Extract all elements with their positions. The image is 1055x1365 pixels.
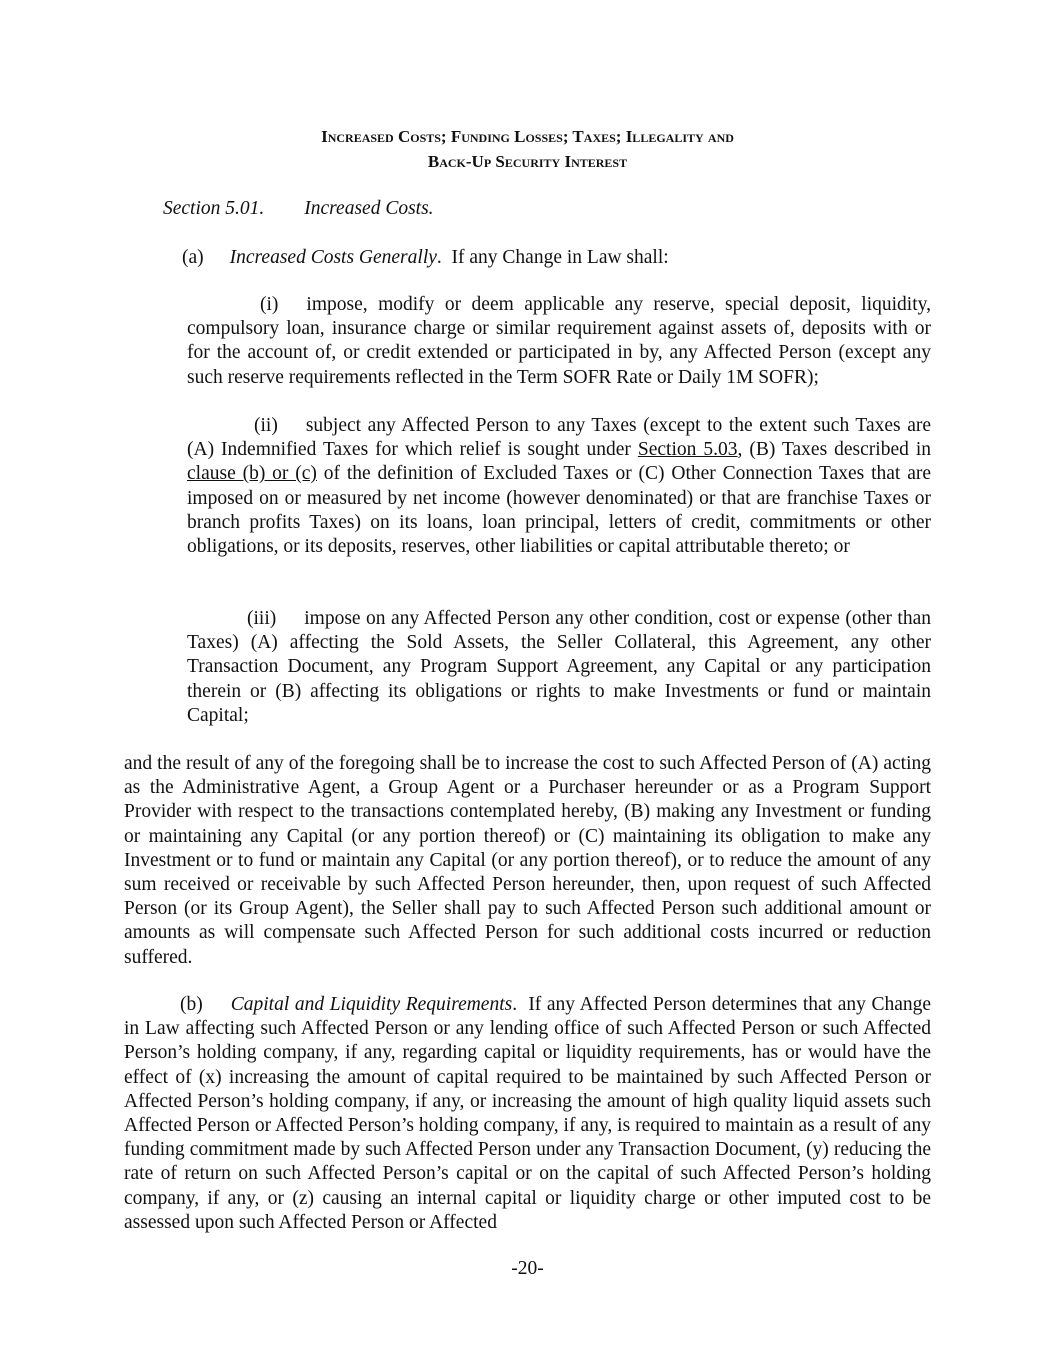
page-number: -20- <box>511 1258 544 1279</box>
article-heading-line-2: Back-Up Security Interest <box>427 152 628 171</box>
subsection-b-label: (b) <box>180 994 203 1015</box>
clause-i-text: impose, modify or deem applicable any reserve, special deposit, liquidity, compulsory loan, insurance charge or similar requirement against assets of, deposits with or for the account of, or credit extended or participated in by, any Affected Person (except any such reserve requirements reflected in the Term SOFR Rate or Daily 1M SOFR); <box>187 294 931 388</box>
clause-iii-label: (iii) <box>247 608 277 629</box>
subsection-b-text: If any Affected Person determines that any Change in Law affecting such Affected Person or any lending office of such Affected Person or such Affected Person’s holding company, if any, regarding capital or liquidity requirements, has or would have the effect of (x) increasing the amount of capital required to be maintained by such Affected Person or Affected Person’s holding company, if any, or increasing the amount of high quality liquid assets such Affected Person or Affected Person’s holding company, if any, is required to maintain as a result of any funding commitment made by such Affected Person under any Transaction Document, (y) reducing the rate of return on such Affected Person’s capital or on the capital of such Affected Person’s holding company, if any, or (z) causing an internal capital or liquidity charge or other imputed cost to be assessed upon such Affected Person or Affected <box>124 994 932 1233</box>
section-5-03-reference: Section 5.03 <box>637 439 738 461</box>
subsection-b-title: Capital and Liquidity Requirements <box>230 994 513 1015</box>
clause-iii-text: impose on any Affected Person any other condition, cost or expense (other than Taxes) (A) affecting the Sold Assets, the Seller Collateral, this Agreement, any other Transaction Document, any Program Support Agreement, any Capital or any participation therein or (B) affecting its obligations or rights to make Investments or fund or maintain Capital; <box>187 608 931 726</box>
clause-i-label: (i) <box>260 294 279 315</box>
clause-ii-text-1: subject any Affected Person to any Taxes (except to the extent such Taxes are (A) Indemnified Taxes for which relief is sought under <box>187 415 931 461</box>
subsection-a-title: Increased Costs Generally <box>229 247 437 268</box>
subsection-a-heading: (a) Increased Costs Generally. If any Change in Law shall: <box>182 247 669 268</box>
clause-ii-text-2: , (B) Taxes described in <box>737 439 931 461</box>
subsection-b: (b) Capital and Liquidity Requirements. If any Affected Person determines that any Change in Law affecting such Affected Person or any lending office of such Affected Person or such Affected Person’s holding company, if any, regarding capital or liquidity requirements, has or would have the effect of (x) increasing the amount of capital required to be maintained by such Affected Person or Affected Person’s holding company, if any, or increasing the amount of high quality liquid assets such Affected Person or Affected Person’s holding company, if any, is required to maintain as a result of any funding commitment made by such Affected Person under any Transaction Document, (y) reducing the rate of return on such Affected Person’s capital or on the capital of such Affected Person’s holding company, if any, or (z) causing an internal capital or liquidity charge or other imputed cost to be assessed upon such Affected Person or Affected <box>124 994 932 1233</box>
clause-iii <box>187 607 931 728</box>
result-paragraph: and the result of any of the foregoing shall be to increase the cost to such Affected Person of (A) acting as the Administrative Agent, a Group Agent or a Purchaser hereunder or as a Program Support Provider with respect to the transactions contemplated hereby, (B) making any Investment or funding or maintaining any Capital (or any portion thereof) or (C) maintaining its obligation to make any Investment or to fund or maintain any Capital (or any portion thereof), or to reduce the amount of any sum received or receivable by such Affected Person hereunder, then, upon request of such Affected Person (or its Group Agent), the Seller shall pay to such Affected Person such additional amount or amounts as will compensate such Affected Person for such additional costs incurred or reduction suffered. <box>124 753 931 968</box>
section-title: Increased Costs <box>304 198 429 219</box>
article-heading <box>0 124 1055 174</box>
section-heading: Section 5.01. Increased Costs. <box>163 198 434 219</box>
clause-i <box>187 293 931 390</box>
article-heading-line-1: Increased Costs; Funding Losses; Taxes; Illegality and <box>321 127 734 146</box>
clause-ii-label: (ii) <box>254 415 278 436</box>
section-number: Section 5.01. <box>163 198 265 219</box>
subsection-a-intro: If any Change in Law shall: <box>451 247 669 268</box>
subsection-a-label: (a) <box>182 247 204 268</box>
clause-b-or-c-reference: clause (b) or (c) <box>187 463 317 485</box>
clause-ii <box>187 414 931 559</box>
clause-ii-text-3: of the definition of Excluded Taxes or (C) Other Connection Taxes that are imposed on or measured by net income (however denominated) or that are franchise Taxes or branch profits Taxes) on its loans, loan principal, letters of credit, commitments or other obligations, or its deposits, reserves, other liabilities or capital attributable thereto; or <box>187 463 931 558</box>
